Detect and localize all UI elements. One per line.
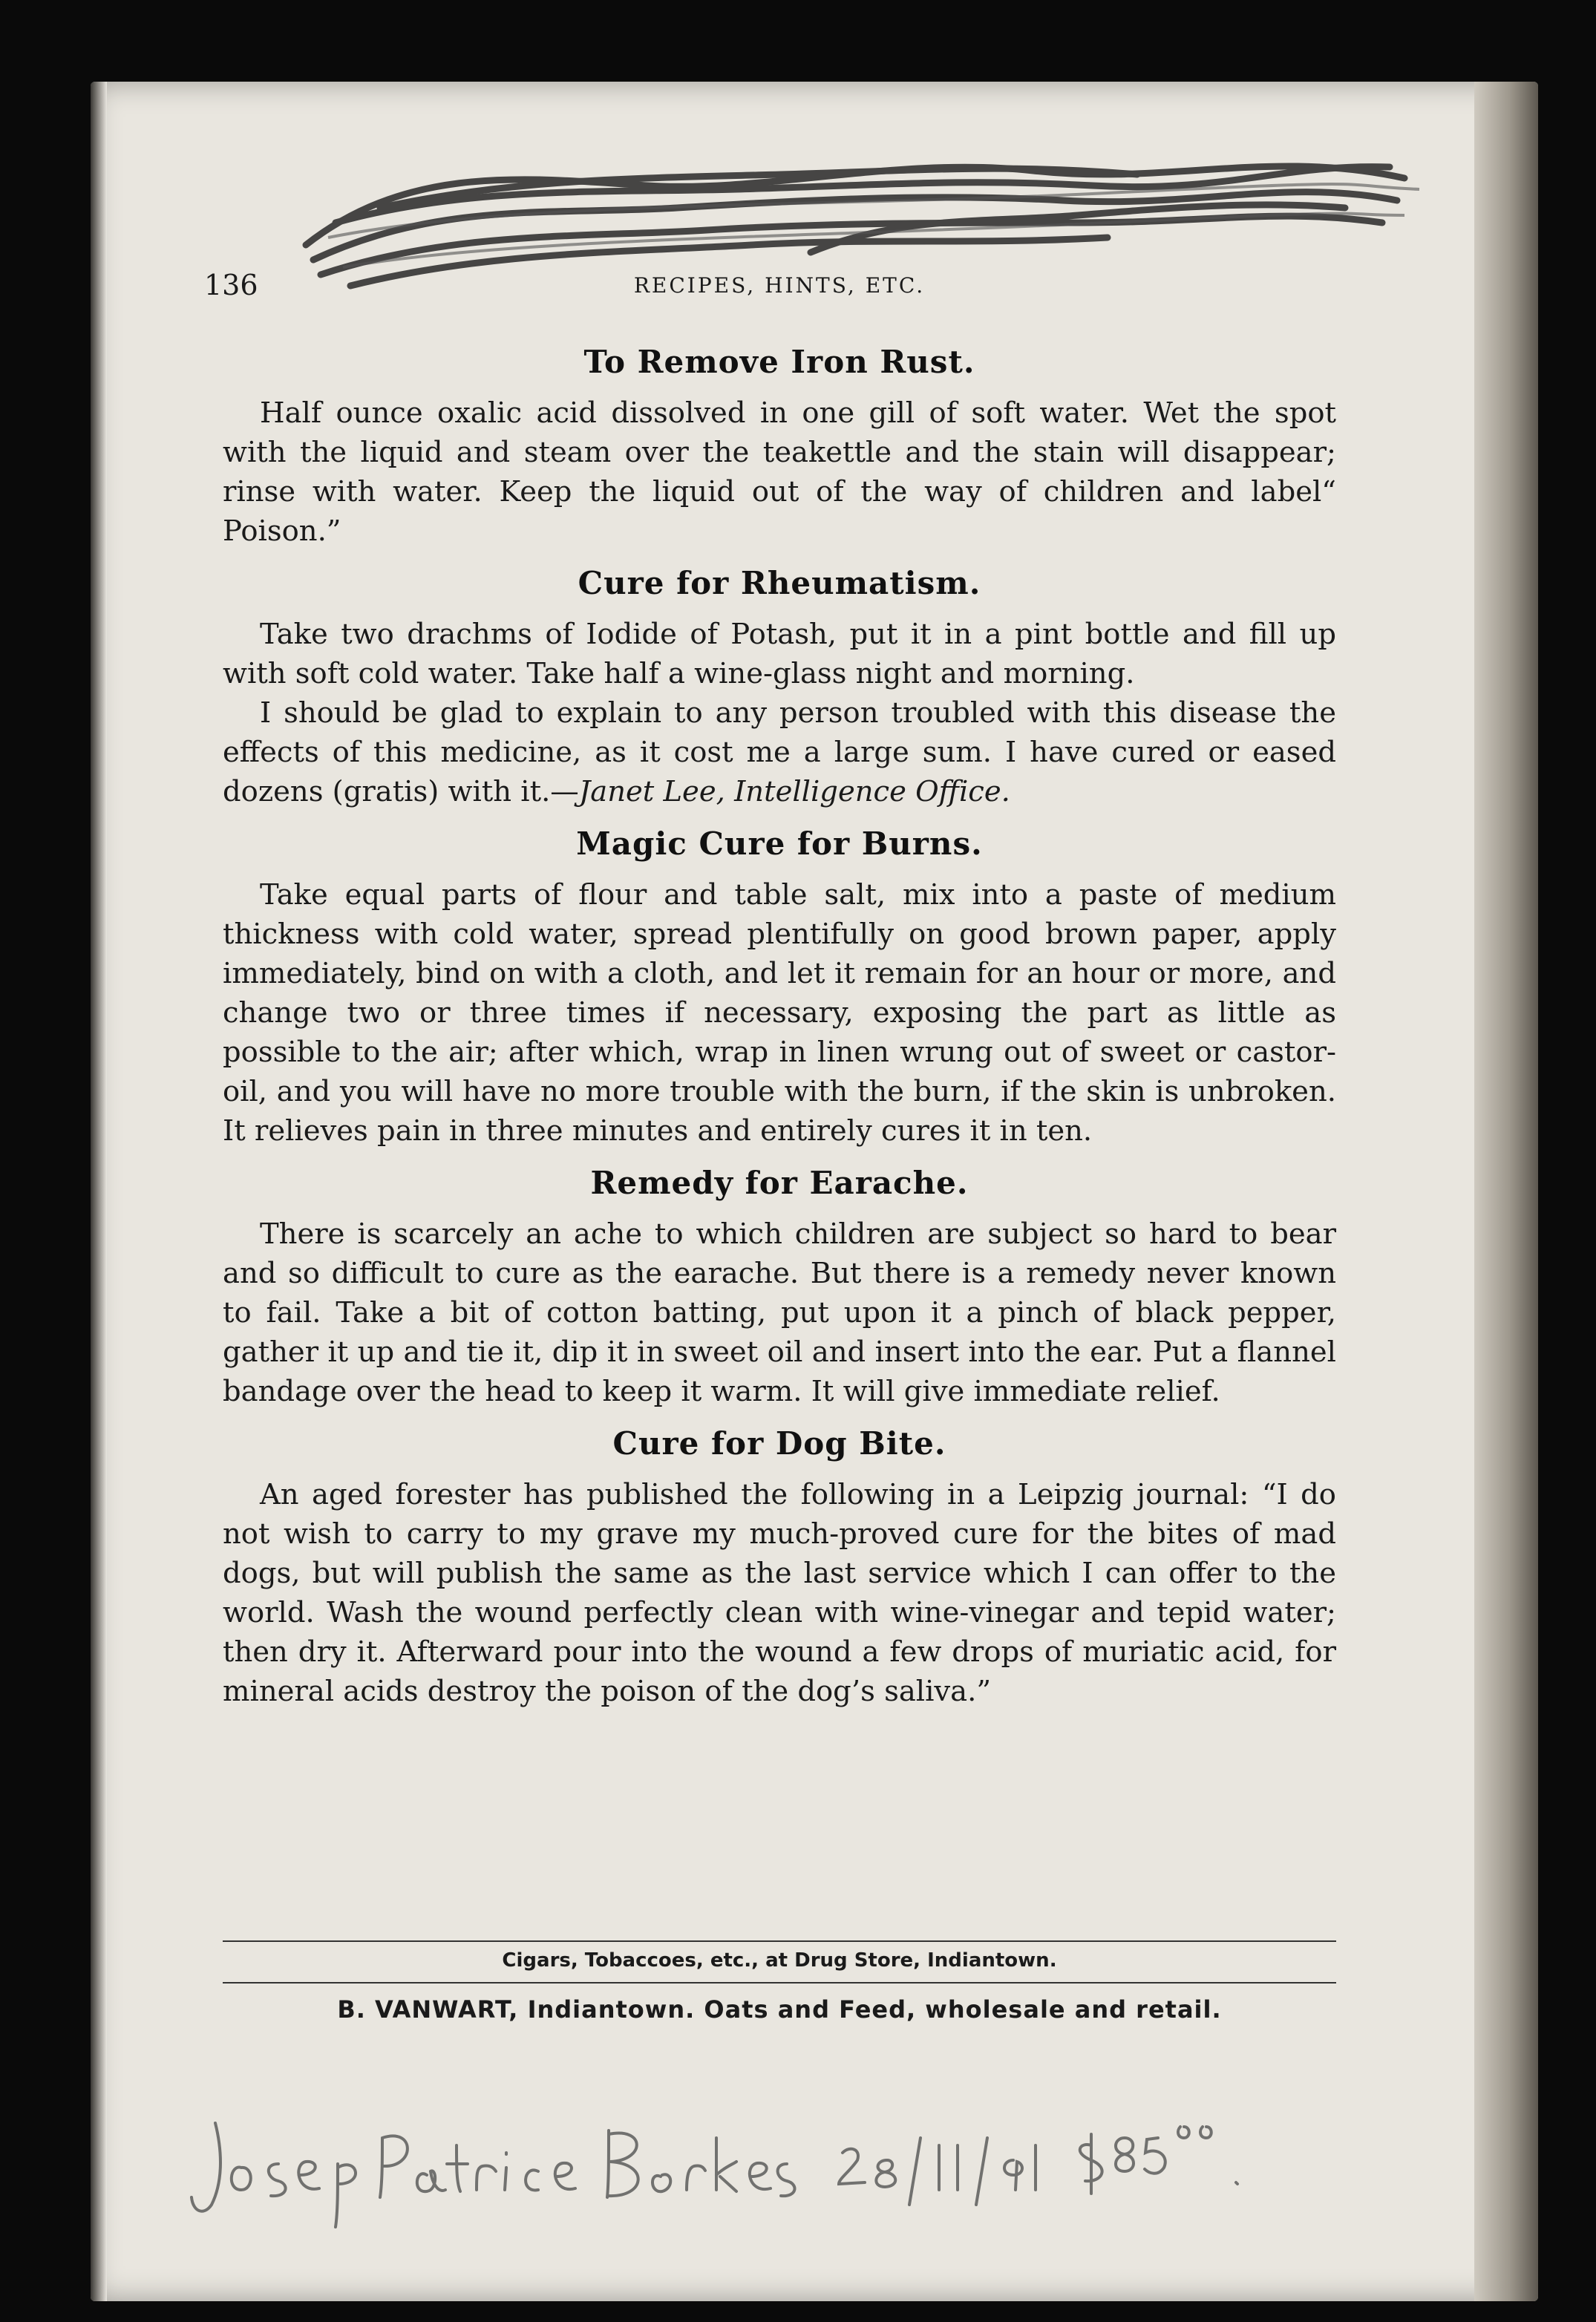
article-paragraph-text: I should be glad to explain to any person troubled with this disease the effects of this medicine, as it cost me a large sum. I have cured or eased dozens (gratis) with it.—	[223, 696, 1336, 808]
article-title: Remedy for Earache.	[590, 1165, 969, 1201]
article-title: Magic Cure for Burns.	[576, 825, 983, 862]
article-paragraph: Take two drachms of Iodide of Potash, put it in a pint bottle and fill up with soft cold water. Take half a wine-glass night and morning.	[223, 618, 1336, 690]
article-paragraph: There is scarcely an ache to which children are subject so hard to bear and so difficult to cure as the earache. But there is a remedy never known to fail. Take a bit of cotton batting, put upon it a pinch of black pepper, gather it up and tie it, dip it in sweet oil and insert into the ear. Put a flannel bandage over the head to keep it warm. It will give immediate relief.	[223, 1217, 1336, 1408]
article-burns	[223, 823, 1336, 1151]
running-head	[204, 269, 1355, 313]
article-paragraph: Take equal parts of flour and table salt, mix into a paste of medium thickness with cold water, spread plentifully on good brown paper, apply immediately, bind on with a cloth, and let it remain for an hour or more, and change two or three times if necessary, exposing the part as little as possible to the air; after which, wrap in linen wrung out of sweet or castor-oil, and you will have no more trouble with the burn, if the skin is unbroken. It relieves pain in three minutes and entirely cures it in ten.	[223, 878, 1336, 1148]
divider-rule	[223, 1982, 1336, 1983]
advertisement-line: B. VANWART, Indiantown. Oats and Feed, wholesale and retail.	[337, 1995, 1222, 2024]
article-paragraph: Half ounce oxalic acid dissolved in one gill of soft water. Wet the spot with the liquid and steam over the teakettle and the stain will disappear; rinse with water. Keep the liquid out of the way of children and label“ Poison.”	[223, 396, 1336, 548]
advertisement-line: Cigars, Tobaccoes, etc., at Drug Store, Indiantown.	[502, 1949, 1057, 1972]
article-iron-rust	[223, 341, 1336, 551]
article-dog-bite	[223, 1423, 1336, 1711]
article-paragraph: An aged forester has published the following in a Leipzig journal: “I do not wish to carry to my grave my much-proved cure for the bites of mad dogs, but will publish the same as the last service which I can offer to the world. Wash the wound perfectly clean with wine-vinegar and tepid water; then dry it. Afterward pour into the wound a few drops of muriatic acid, for mineral acids destroy the poison of the dog’s saliva.”	[223, 1478, 1336, 1708]
running-title: RECIPES, HINTS, ETC.	[633, 273, 926, 298]
article-paragraph	[223, 693, 1336, 811]
article-title: To Remove Iron Rust.	[583, 344, 975, 380]
article-earache	[223, 1162, 1336, 1411]
article-signature: Janet Lee, Intelligence Office.	[578, 775, 1010, 808]
article-title: Cure for Rheumatism.	[578, 565, 981, 601]
article-rheumatism	[223, 563, 1336, 811]
article-title: Cure for Dog Bite.	[612, 1425, 946, 1462]
article-list	[223, 341, 1336, 1711]
divider-rule	[223, 1940, 1336, 1942]
handwritten-signature	[171, 2093, 1269, 2242]
page-number: 136	[204, 269, 258, 301]
page-left-edge	[91, 82, 107, 2301]
page-edge-shadow	[1474, 82, 1538, 2301]
